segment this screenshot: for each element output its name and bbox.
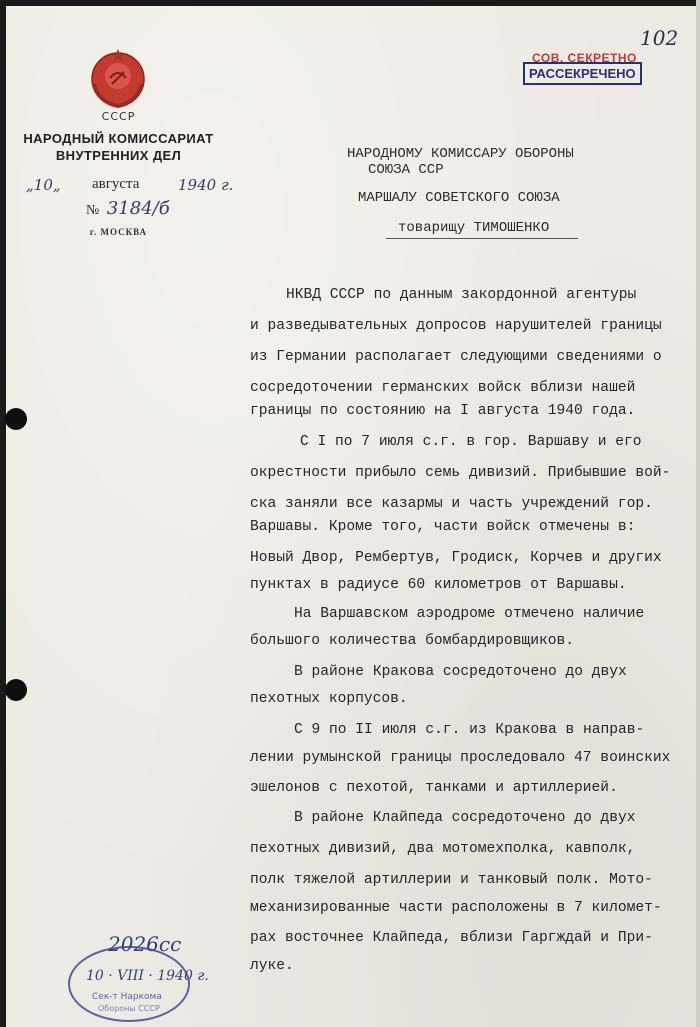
organization-name-line2: ВНУТРЕННИХ ДЕЛ [55, 148, 182, 163]
body-line: рах восточнее Клайпеда, вблизи Гаргждай и При- [250, 930, 653, 946]
number-label: № [86, 203, 100, 218]
punch-hole-upper [5, 408, 27, 430]
addressee-line4: товарищу ТИМОШЕНКО [398, 220, 550, 236]
city-label: г. МОСКВА [89, 227, 148, 237]
body-line: пехотных корпусов. [250, 691, 408, 707]
secret-stamp: СОВ. СЕКРЕТНО [532, 51, 637, 65]
body-line: лении румынской границы проследовало 47 воинских [250, 750, 671, 766]
body-line: границы по состоянию на I августа 1940 года. [250, 403, 636, 419]
page-number: 102 [640, 26, 679, 50]
document-number [86, 198, 170, 219]
body-line: На Варшавском аэродроме отмечено наличие [294, 606, 645, 622]
body-line: В районе Клайпеда сосредоточено до двух [294, 810, 636, 826]
addressee-line1: НАРОДНОМУ КОМИССАРУ ОБОРОНЫ [347, 146, 574, 162]
state-emblem-icon [88, 48, 148, 108]
punch-hole-lower [5, 679, 27, 701]
body-line: Новый Двор, Рембертув, Гродиск, Корчев и других [250, 550, 662, 566]
body-line: С 9 по II июля с.г. из Кракова в направ- [294, 722, 645, 738]
date-day: „10„ [26, 176, 61, 194]
body-line: В районе Кракова сосредоточено до двух [294, 664, 627, 680]
addressee-line2: СОЮЗА ССР [368, 162, 444, 178]
date-month: августа [92, 176, 140, 192]
organization-name-line1: НАРОДНЫЙ КОМИССАРИАТ [23, 131, 214, 146]
received-stamp-office2: Обороны СССР [98, 1004, 160, 1013]
body-line: эшелонов с пехотой, танками и артиллерией. [250, 780, 618, 796]
body-line: и разведывательных допросов нарушителей границы [250, 318, 662, 334]
body-line: Варшавы. Кроме того, части войск отмечены в: [250, 519, 636, 535]
date-year: 1940 г. [178, 176, 234, 194]
received-stamp-office: Сек-т Наркома [92, 992, 162, 1002]
addressee-underline [386, 238, 578, 239]
received-stamp-number: 2026сс [108, 932, 182, 956]
received-stamp-date: 10 · VIII · 1940 г. [86, 968, 209, 984]
body-line: С I по 7 июля с.г. в гор. Варшаву и его [300, 434, 642, 450]
addressee-line3: МАРШАЛУ СОВЕТСКОГО СОЮЗА [358, 190, 560, 206]
number-value: 3184/б [106, 198, 170, 219]
body-line: луке. [250, 958, 294, 974]
body-line: НКВД СССР по данным закордонной агентуры [286, 287, 637, 303]
body-line: окрестности прибыло семь дивизий. Прибывшие вой- [250, 465, 671, 481]
body-line: механизированные части расположены в 7 километ- [250, 900, 662, 916]
page-edge [696, 0, 700, 1027]
body-line: из Германии располагает следующими сведениями о [250, 349, 662, 365]
body-line: ска заняли все казармы и часть учреждений гор. [250, 496, 653, 512]
body-line: пунктах в радиусе 60 километров от Варшавы. [250, 577, 627, 593]
body-line: большого количества бомбардировщиков. [250, 633, 575, 649]
declassified-stamp: РАССЕКРЕЧЕНО [523, 62, 642, 85]
body-line: пехотных дивизий, два мотомехполка, кавполк, [250, 841, 636, 857]
country-label: СССР [101, 110, 136, 123]
body-line: полк тяжелой артиллерии и танковый полк. Мото- [250, 872, 653, 888]
body-line: сосредоточении германских войск вблизи нашей [250, 380, 636, 396]
